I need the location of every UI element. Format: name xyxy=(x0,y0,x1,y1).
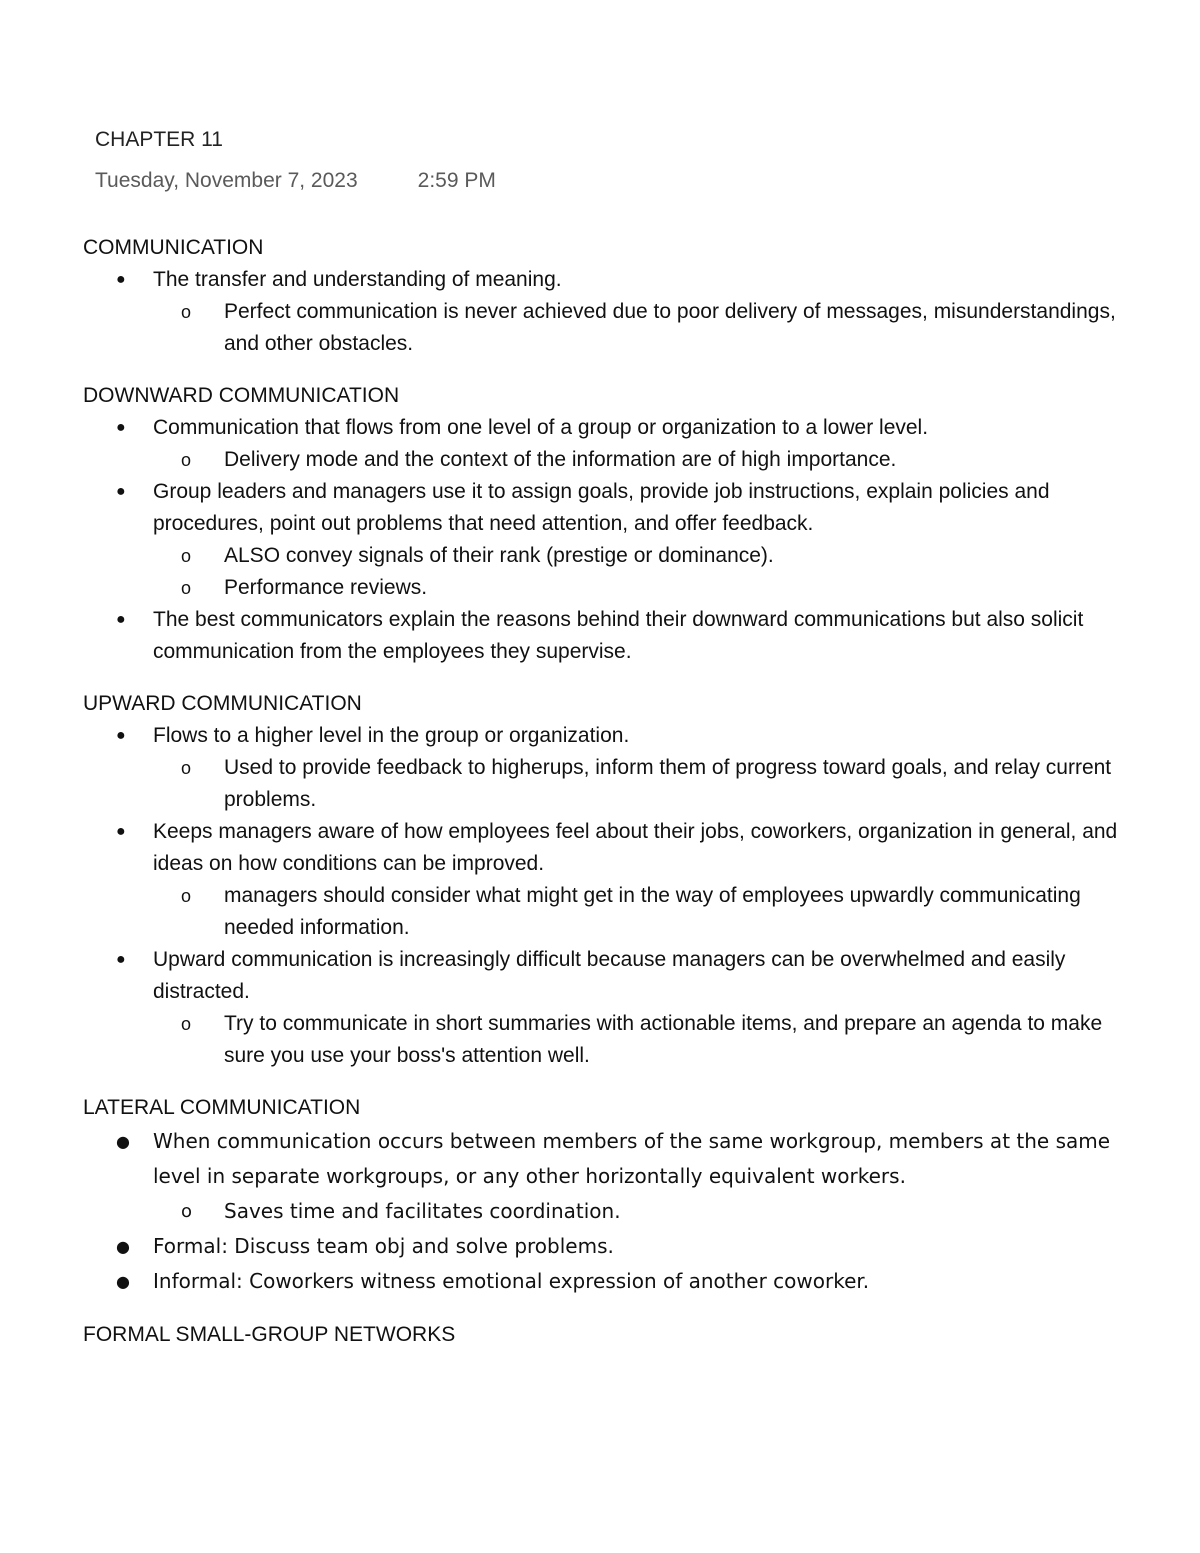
section-upward-communication xyxy=(83,688,1133,1072)
bullet-text: The transfer and understanding of meaning. xyxy=(153,268,562,291)
hollow-o-icon: o xyxy=(181,450,192,470)
sub-bullet-item xyxy=(153,444,1133,476)
bullet-item xyxy=(83,1229,1133,1264)
sub-bullet-list xyxy=(153,880,1133,944)
bullet-item xyxy=(83,816,1133,944)
bullet-text: Communication that flows from one level of a group or organization to a lower level. xyxy=(153,416,929,439)
bullet-dot-icon: ● xyxy=(116,611,126,628)
section-lateral-communication xyxy=(83,1092,1133,1299)
bullet-dot-icon: ● xyxy=(116,1132,130,1151)
sub-bullet-text: Delivery mode and the context of the information are of high importance. xyxy=(224,448,897,471)
hollow-o-icon: o xyxy=(181,302,192,322)
sub-bullet-item xyxy=(153,752,1133,816)
sub-bullet-item xyxy=(153,1194,1133,1229)
bullet-list xyxy=(83,720,1133,1072)
sub-bullet-list xyxy=(153,296,1133,360)
bullet-dot-icon: ● xyxy=(116,483,126,500)
section-heading: UPWARD COMMUNICATION xyxy=(83,692,362,715)
bullet-list xyxy=(83,1124,1133,1299)
sub-bullet-item xyxy=(153,880,1133,944)
bullet-item xyxy=(83,412,1133,476)
section-heading: DOWNWARD COMMUNICATION xyxy=(83,384,400,407)
page-meta xyxy=(95,169,496,193)
bullet-text: Group leaders and managers use it to assign goals, provide job instructions, explain policies and procedures, point out problems that need attention, and offer feedback. xyxy=(153,480,1050,535)
sub-bullet-list xyxy=(153,540,1133,604)
notes-body xyxy=(83,232,1133,1371)
section-heading: COMMUNICATION xyxy=(83,236,264,259)
bullet-text: Informal: Coworkers witness emotional expression of another coworker. xyxy=(153,1269,870,1293)
bullet-dot-icon: ● xyxy=(116,419,126,436)
bullet-dot-icon: ● xyxy=(116,271,126,288)
sub-bullet-list xyxy=(153,1008,1133,1072)
bullet-item xyxy=(83,476,1133,604)
bullet-text: Keeps managers aware of how employees feel about their jobs, coworkers, organization in general, and ideas on how conditions can be improved. xyxy=(153,820,1118,875)
hollow-o-icon: o xyxy=(181,1201,193,1222)
sub-bullet-list xyxy=(153,444,1133,476)
sub-bullet-text: Saves time and facilitates coordination. xyxy=(224,1199,621,1223)
hollow-o-icon: o xyxy=(181,578,192,598)
section-communication xyxy=(83,232,1133,360)
hollow-o-icon: o xyxy=(181,546,192,566)
bullet-item xyxy=(83,264,1133,360)
sub-bullet-text: managers should consider what might get in the way of employees upwardly communicating needed information. xyxy=(224,884,1081,939)
date-stamp: Tuesday, November 7, 2023 xyxy=(95,169,358,192)
bullet-list xyxy=(83,264,1133,360)
bullet-dot-icon: ● xyxy=(116,823,126,840)
page-title: CHAPTER 11 xyxy=(95,128,223,151)
hollow-o-icon: o xyxy=(181,886,192,906)
sub-bullet-text: ALSO convey signals of their rank (prestige or dominance). xyxy=(224,544,774,567)
hollow-o-icon: o xyxy=(181,758,192,778)
section-heading: FORMAL SMALL-GROUP NETWORKS xyxy=(83,1323,456,1346)
section-downward-communication xyxy=(83,380,1133,668)
bullet-dot-icon: ● xyxy=(116,727,126,744)
section-formal-small-group-networks xyxy=(83,1319,1133,1351)
bullet-dot-icon: ● xyxy=(116,1237,130,1256)
bullet-item xyxy=(83,944,1133,1072)
sub-bullet-item xyxy=(153,1008,1133,1072)
time-stamp: 2:59 PM xyxy=(417,169,496,192)
bullet-item xyxy=(83,1264,1133,1299)
sub-bullet-list xyxy=(153,752,1133,816)
bullet-text: When communication occurs between members of the same workgroup, members at the same level in separate workgroups, or any other horizontally equivalent workers. xyxy=(153,1129,1111,1188)
bullet-dot-icon: ● xyxy=(116,1272,130,1291)
bullet-text: The best communicators explain the reasons behind their downward communications but also solicit communication from the employees they supervise. xyxy=(153,608,1084,663)
sub-bullet-text: Performance reviews. xyxy=(224,576,428,599)
bullet-text: Formal: Discuss team obj and solve problems. xyxy=(153,1234,614,1258)
sub-bullet-item xyxy=(153,296,1133,360)
bullet-text: Upward communication is increasingly difficult because managers can be overwhelmed and easily distracted. xyxy=(153,948,1066,1003)
sub-bullet-list xyxy=(153,1194,1133,1229)
sub-bullet-text: Try to communicate in short summaries with actionable items, and prepare an agenda to make sure you use your boss's attention well. xyxy=(224,1012,1103,1067)
section-heading: LATERAL COMMUNICATION xyxy=(83,1096,361,1119)
sub-bullet-item xyxy=(153,540,1133,572)
sub-bullet-text: Perfect communication is never achieved due to poor delivery of messages, misunderstandings, and other obstacles. xyxy=(224,300,1116,355)
bullet-item xyxy=(83,604,1133,668)
bullet-list xyxy=(83,412,1133,668)
bullet-item xyxy=(83,1124,1133,1229)
bullet-item xyxy=(83,720,1133,816)
hollow-o-icon: o xyxy=(181,1014,192,1034)
sub-bullet-text: Used to provide feedback to higherups, inform them of progress toward goals, and relay current problems. xyxy=(224,756,1112,811)
sub-bullet-item xyxy=(153,572,1133,604)
bullet-text: Flows to a higher level in the group or organization. xyxy=(153,724,630,747)
bullet-dot-icon: ● xyxy=(116,951,126,968)
